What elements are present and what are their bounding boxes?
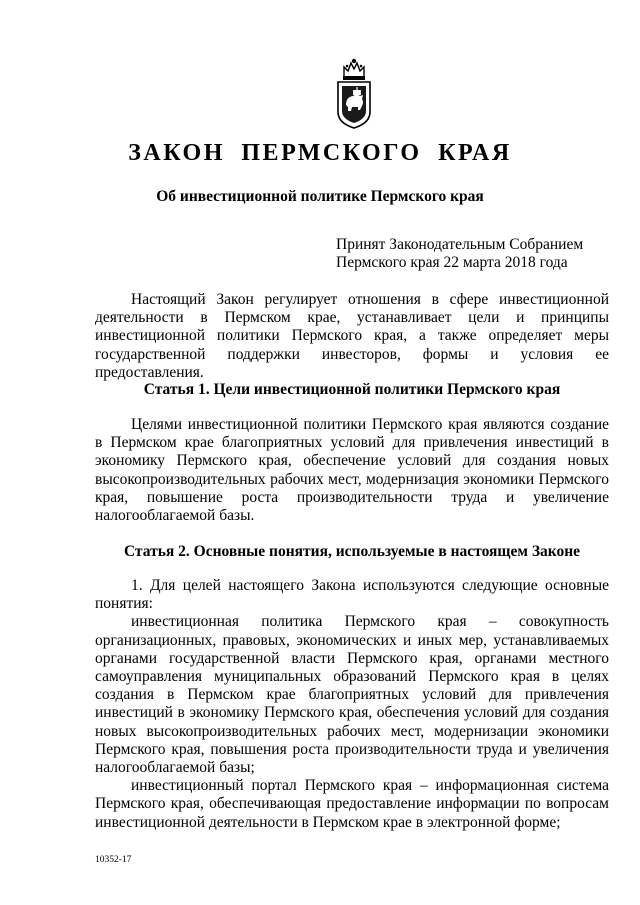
article-2-paragraph-2: инвестиционная политика Пермского края – совокупность организационных, правовых, экономических и иных мер, устанавливаемых органами государственной власти Пермского края, органами местного самоуправления муниципальных образований Пермского края в целях создания в Пермском крае благоприятных условий для привлечения инвестиций в экономику Пермского края, обеспечения условий для создания новых высокопроизводительных рабочих мест, модернизации экономики Пермского края, повышения роста производительности труда и увеличения налогооблагаемой базы; — [95, 613, 609, 777]
adoption-line-2: Пермского края 22 марта 2018 года — [336, 254, 568, 271]
law-subtitle: Об инвестиционной политике Пермского края — [156, 188, 484, 205]
document-number: 10352-17 — [95, 855, 132, 865]
preamble-paragraph: Настоящий Закон регулирует отношения в сфере инвестиционной деятельности в Пермском крае, устанавливает цели и принципы инвестиционной политики Пермского края, а также определяет меры государственной поддержки инвесторов, формы и условия ее предоставления. — [95, 291, 609, 381]
article-2-body — [95, 577, 609, 832]
article-1-body — [95, 416, 609, 525]
article-1-heading: Статья 1. Цели инвестиционной политики Пермского края — [143, 381, 561, 398]
adoption-line-1: Принят Законодательным Собранием — [336, 236, 584, 253]
preamble — [95, 291, 609, 382]
perm-krai-coat-of-arms-icon — [334, 57, 374, 129]
article-2-heading: Статья 2. Основные понятия, используемые в настоящем Законе — [123, 543, 581, 560]
article-2-paragraph-3: инвестиционный портал Пермского края – информационная система Пермского края, обеспечивающая предоставление информации по вопросам инвестиционной деятельности в Пермском крае в электронной форме; — [95, 777, 609, 831]
article-2-paragraph-1: 1. Для целей настоящего Закона используются следующие основные понятия: — [95, 577, 609, 613]
article-1-paragraph: Целями инвестиционной политики Пермского края являются создание в Пермском крае благоприятных условий для привлечения инвестиций в экономику Пермского края, обеспечение условий для создания новых высокопроизводительных рабочих мест, модернизация экономики Пермского края, повышение роста производительности труда и увеличение налогооблагаемой базы. — [95, 416, 609, 525]
law-title: ЗАКОН ПЕРМСКОГО КРАЯ — [128, 140, 512, 166]
adoption-note — [336, 236, 583, 272]
